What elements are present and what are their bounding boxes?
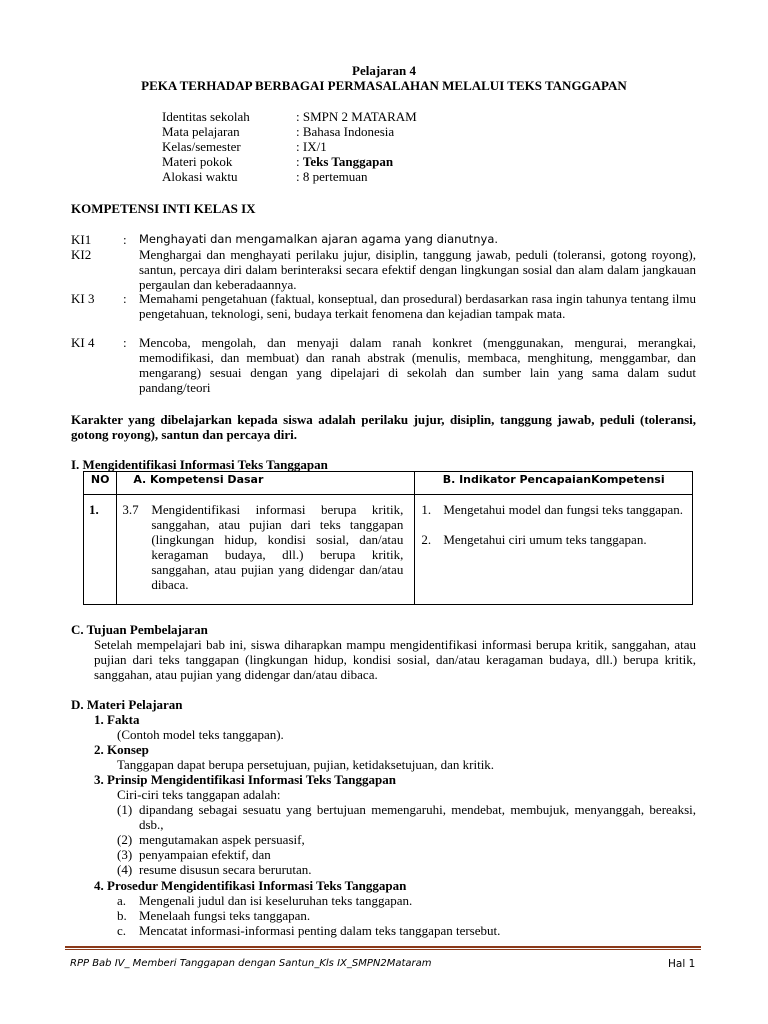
footer-rule-thin (65, 949, 701, 950)
prosedur-letter: a. (117, 893, 127, 908)
identity-row (162, 154, 393, 169)
prosedur-letter: b. (117, 908, 127, 923)
identity-row (162, 169, 367, 184)
identity-row (162, 124, 394, 139)
ki-heading: KOMPETENSI INTI KELAS IX (71, 201, 256, 216)
ki-text: Memahami pengetahuan (faktual, konseptual, dan prosedural) berdasarkan rasa ingin tahunya tentang ilmu pengetahuan, teknologi, seni, budaya terkait fenomena dan kejadian tampak mata. (139, 291, 696, 321)
indicator-cell (415, 495, 693, 605)
ciri-number: (3) (117, 847, 133, 862)
indicator-number: 2. (421, 532, 432, 547)
indicator-text: Mengetahui ciri umum teks tanggapan. (443, 532, 647, 547)
indicator-number: 1. (421, 502, 432, 517)
ciri-text: penyampaian efektif, dan (139, 847, 271, 862)
ki-text: Menghargai dan menghayati perilaku jujur, disiplin, tanggung jawab, peduli (toleransi, gotong royong), santun, percaya diri dalam berinteraksi secara efektif dengan lingkungan sosial dan alam dalam jangkauan pergaulan dan keberadaannya. (139, 247, 696, 292)
section-c-heading: C. Tujuan Pembelajaran (71, 622, 208, 637)
prinsip-intro: Ciri-ciri teks tanggapan adalah: (117, 787, 281, 802)
ciri-number: (2) (117, 832, 133, 847)
table-row (84, 495, 693, 605)
ciri-text: resume disusun secara berurutan. (139, 862, 312, 877)
indicator-text: Mengetahui model dan fungsi teks tanggapan. (443, 502, 684, 517)
table-header-row (84, 472, 693, 495)
ki-code: KI 3 (71, 291, 95, 306)
ki-colon: : (123, 291, 127, 306)
header-no: NO (84, 472, 117, 495)
identity-label: Materi pokok (162, 154, 233, 169)
prosedur-text: Menelaah fungsi teks tanggapan. (139, 908, 311, 923)
prosedur-text: Mencatat informasi-informasi penting dalam teks tanggapan tersebut. (139, 923, 501, 938)
header-indicator: B. Indikator PencapaianKompetensi (415, 472, 693, 495)
ciri-text: mengutamakan aspek persuasif, (139, 832, 305, 847)
konsep-title: 2. Konsep (94, 742, 149, 757)
ki-code: KI2 (71, 247, 92, 262)
prosedur-title: 4. Prosedur Mengidentifikasi Informasi Teks Tanggapan (94, 878, 407, 893)
ki-colon: : (123, 335, 127, 350)
identity-label: Mata pelajaran (162, 124, 240, 139)
lesson-title: PEKA TERHADAP BERBAGAI PERMASALAHAN MELALUI TEKS TANGGAPAN (141, 78, 627, 93)
identity-value-prefix: : (296, 154, 303, 169)
prinsip-title: 3. Prinsip Mengidentifikasi Informasi Teks Tanggapan (94, 772, 396, 787)
prosedur-text: Mengenali judul dan isi keseluruhan teks tanggapan. (139, 893, 413, 908)
ciri-number: (1) (117, 802, 133, 817)
header-kd: A. Kompetensi Dasar (117, 472, 415, 495)
karakter-statement: Karakter yang dibelajarkan kepada siswa adalah perilaku jujur, disiplin, tanggung jawab, peduli (toleransi, gotong royong), santun dan percaya diri. (71, 412, 696, 442)
lesson-number: Pelajaran 4 (352, 63, 416, 78)
competency-table (83, 471, 693, 605)
row-no-cell (84, 495, 117, 605)
fakta-text: (Contoh model teks tanggapan). (117, 727, 284, 742)
identity-row (162, 109, 417, 124)
konsep-text: Tanggapan dapat berupa persetujuan, pujian, ketidaksetujuan, dan kritik. (117, 757, 495, 772)
footer-rule (65, 946, 701, 948)
section-c-text: Setelah mempelajari bab ini, siswa diharapkan mampu mengidentifikasi informasi berupa kritik, sanggahan, atau pujian dari teks tanggapan (lingkungan hidup, kondisi sosial, dan/atau keragaman budaya, dll.) berupa kritik, sanggahan, atau pujian yang didengar dan/atau dibaca. (94, 637, 696, 682)
section-d-heading: D. Materi Pelajaran (71, 697, 183, 712)
identity-value: : IX/1 (296, 139, 327, 154)
identity-label: Alokasi waktu (162, 169, 238, 184)
prosedur-letter: c. (117, 923, 127, 938)
identity-value: : Bahasa Indonesia (296, 124, 395, 139)
fakta-title: 1. Fakta (94, 712, 140, 727)
identity-label: Identitas sekolah (162, 109, 250, 124)
ki-code: KI 4 (71, 335, 95, 350)
footer-page-number: Hal 1 (668, 958, 696, 970)
row-no: 1. (89, 502, 99, 517)
identity-row (162, 139, 327, 154)
ki-colon: : (123, 232, 127, 247)
section-i-heading: I. Mengidentifikasi Informasi Teks Tanggapan (71, 457, 328, 472)
ciri-number: (4) (117, 862, 133, 877)
ciri-text: dipandang sebagai sesuatu yang bertujuan memengaruhi, mendebat, membujuk, menyanggah, bereaksi, dsb., (139, 802, 696, 832)
kd-cell (117, 495, 415, 605)
identity-value: : 8 pertemuan (296, 169, 368, 184)
footer-document-name: RPP Bab IV_ Memberi Tanggapan dengan Santun_Kls IX_SMPN2Mataram (70, 958, 432, 969)
kd-number: 3.7 (122, 502, 139, 517)
identity-label: Kelas/semester (162, 139, 241, 154)
identity-value: : SMPN 2 MATARAM (296, 109, 417, 124)
ki-code: KI1 (71, 232, 92, 247)
identity-value: Teks Tanggapan (302, 154, 394, 169)
kd-text: Mengidentifikasi informasi berupa kritik, sanggahan, atau pujian dari teks tanggapan (lingkungan hidup, kondisi sosial, dan/atau keragaman budaya, dll.) berupa kritik, sanggahan, atau pujian yang didengar dan/atau dibaca. (151, 502, 404, 592)
ki-text: Menghayati dan mengamalkan ajaran agama yang dianutnya. (139, 232, 499, 246)
ki-text: Mencoba, mengolah, dan menyaji dalam ranah konkret (menggunakan, mengurai, merangkai, memodifikasi, dan membuat) dan ranah abstrak (menulis, membaca, menghitung, menggambar, dan mengarang) sesuai dengan yang dipelajari di sekolah dan sumber lain yang sama dalam sudut pandang/teori (139, 335, 696, 395)
